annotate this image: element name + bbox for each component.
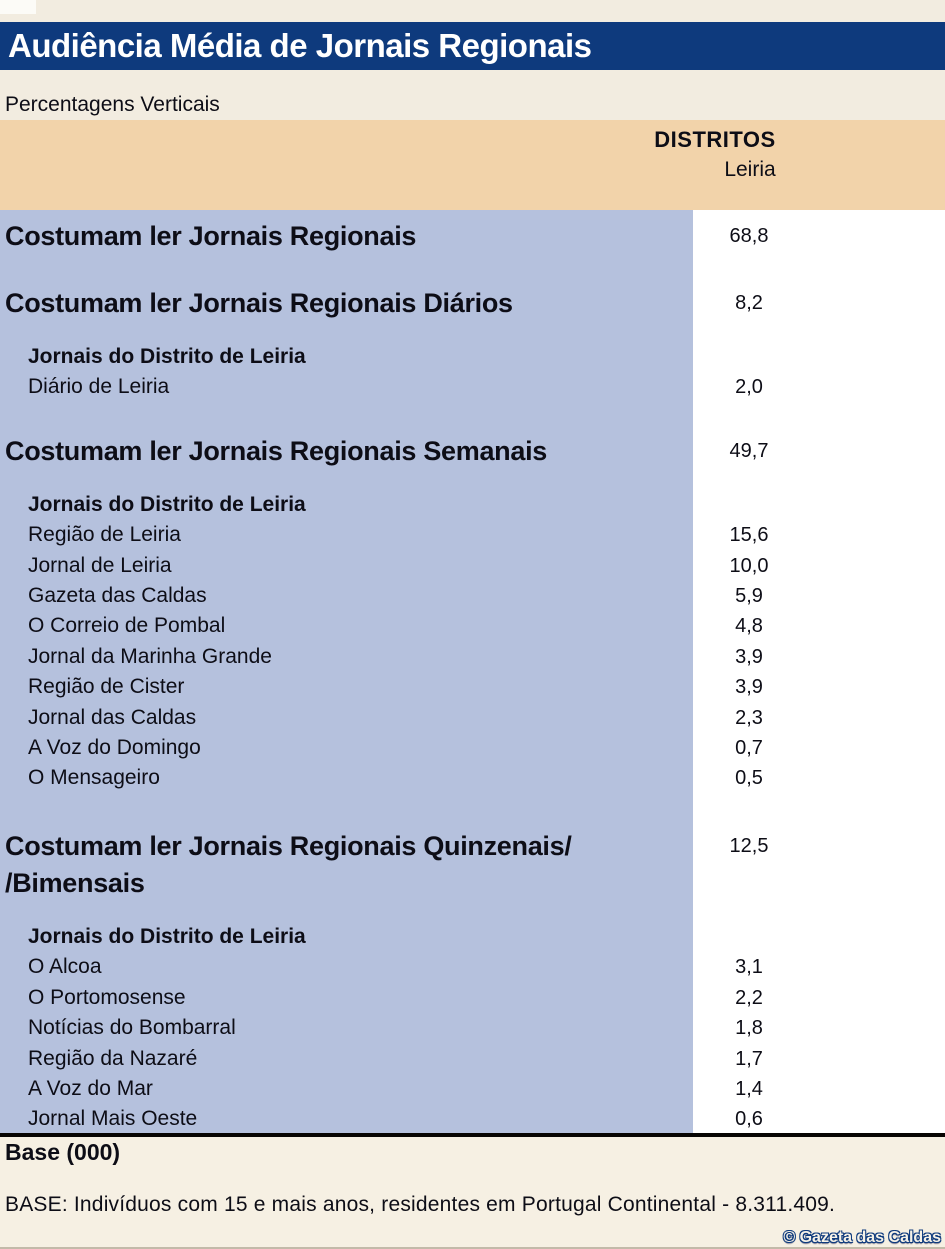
column-group-header: DISTRITOS (654, 127, 776, 152)
row-label: Jornais do Distrito de Leiria (28, 345, 306, 368)
row-value: 0,6 (735, 1108, 763, 1131)
base-label: Base (000) (5, 1139, 121, 1165)
row-value: 15,6 (729, 524, 769, 547)
row-label: Costumam ler Jornais Regionais Quinzenais/ (5, 830, 572, 861)
table-row (0, 703, 945, 733)
page-title: Audiência Média de Jornais Regionais (8, 27, 592, 64)
row-value: 1,7 (735, 1047, 763, 1070)
table-row (0, 581, 945, 611)
row-value: 1,4 (735, 1077, 763, 1100)
row-label: Jornais do Distrito de Leiria (28, 492, 306, 516)
table-row (0, 952, 945, 982)
table-row (0, 733, 945, 763)
table-row (0, 1074, 945, 1104)
row-label: Diário de Leiria (28, 375, 170, 399)
scan-artifact-patch (0, 0, 36, 14)
row-value: 4,8 (735, 615, 763, 638)
row-label: O Alcoa (28, 955, 102, 979)
row-value: 12,5 (729, 834, 769, 857)
table-row (0, 218, 945, 255)
row-label-continued: /Bimensais (5, 867, 145, 898)
table-row (0, 285, 945, 322)
row-label: O Portomosense (28, 985, 186, 1009)
table-row (0, 1013, 945, 1043)
row-label: Gazeta das Caldas (28, 584, 207, 608)
row-value: 8,2 (735, 292, 763, 314)
top-margin-strip (0, 0, 945, 22)
row-label: O Mensageiro (28, 766, 160, 790)
table-row (0, 922, 945, 952)
row-value: 2,0 (735, 376, 763, 399)
row-value: 10,0 (729, 554, 769, 577)
row-label: O Correio de Pombal (28, 614, 226, 638)
row-label: Costumam ler Jornais Regionais Diários (5, 288, 513, 318)
row-label: Jornal da Marinha Grande (28, 644, 272, 668)
row-label: Jornal das Caldas (28, 705, 197, 729)
page-subtitle: Percentagens Verticais (5, 93, 220, 116)
row-label: Costumam ler Jornais Regionais (5, 221, 417, 251)
row-value: 5,9 (735, 585, 763, 608)
row-label: Costumam ler Jornais Regionais Semanais (5, 435, 547, 466)
table-row (0, 983, 945, 1013)
row-label: Região de Leiria (28, 523, 181, 547)
table-row (0, 828, 945, 902)
footer (0, 1137, 945, 1249)
table-row (0, 342, 945, 372)
subtitle-area (0, 70, 945, 120)
row-label: Jornais do Distrito de Leiria (28, 924, 306, 948)
row-value: 3,1 (735, 956, 763, 979)
row-label: A Voz do Domingo (28, 736, 201, 760)
title-bar (0, 22, 945, 70)
table-row (0, 763, 945, 793)
audience-table (0, 210, 945, 1133)
row-label: Região da Nazaré (28, 1046, 198, 1070)
row-value: 0,5 (735, 767, 763, 790)
table-row (0, 672, 945, 702)
table-row (0, 1044, 945, 1074)
column-header-band (0, 120, 945, 210)
base-note: BASE: Indivíduos com 15 e mais anos, residentes em Portugal Continental - 8.311.409. (5, 1193, 836, 1216)
row-value: 0,7 (735, 737, 763, 760)
row-value: 68,8 (729, 225, 769, 247)
row-label: Notícias do Bombarral (28, 1016, 236, 1040)
row-label: Região de Cister (28, 675, 185, 699)
table-row (0, 433, 945, 470)
row-value: 2,3 (735, 706, 763, 729)
table-row (0, 490, 945, 520)
table-row (0, 1104, 945, 1133)
row-label: Jornal de Leiria (28, 553, 172, 577)
table-row (0, 551, 945, 581)
row-value: 3,9 (735, 676, 763, 699)
row-value: 49,7 (729, 439, 769, 462)
table-row (0, 642, 945, 672)
row-label: Jornal Mais Oeste (28, 1107, 198, 1131)
table-row (0, 520, 945, 550)
row-value: 2,2 (735, 986, 763, 1009)
row-label: A Voz do Mar (28, 1076, 153, 1100)
watermark: © Gazeta das Caldas (783, 1229, 941, 1246)
table-row (0, 611, 945, 641)
column-district-label: Leiria (724, 158, 776, 181)
row-value: 1,8 (735, 1017, 763, 1040)
table-row (0, 372, 945, 402)
row-value: 3,9 (735, 645, 763, 668)
